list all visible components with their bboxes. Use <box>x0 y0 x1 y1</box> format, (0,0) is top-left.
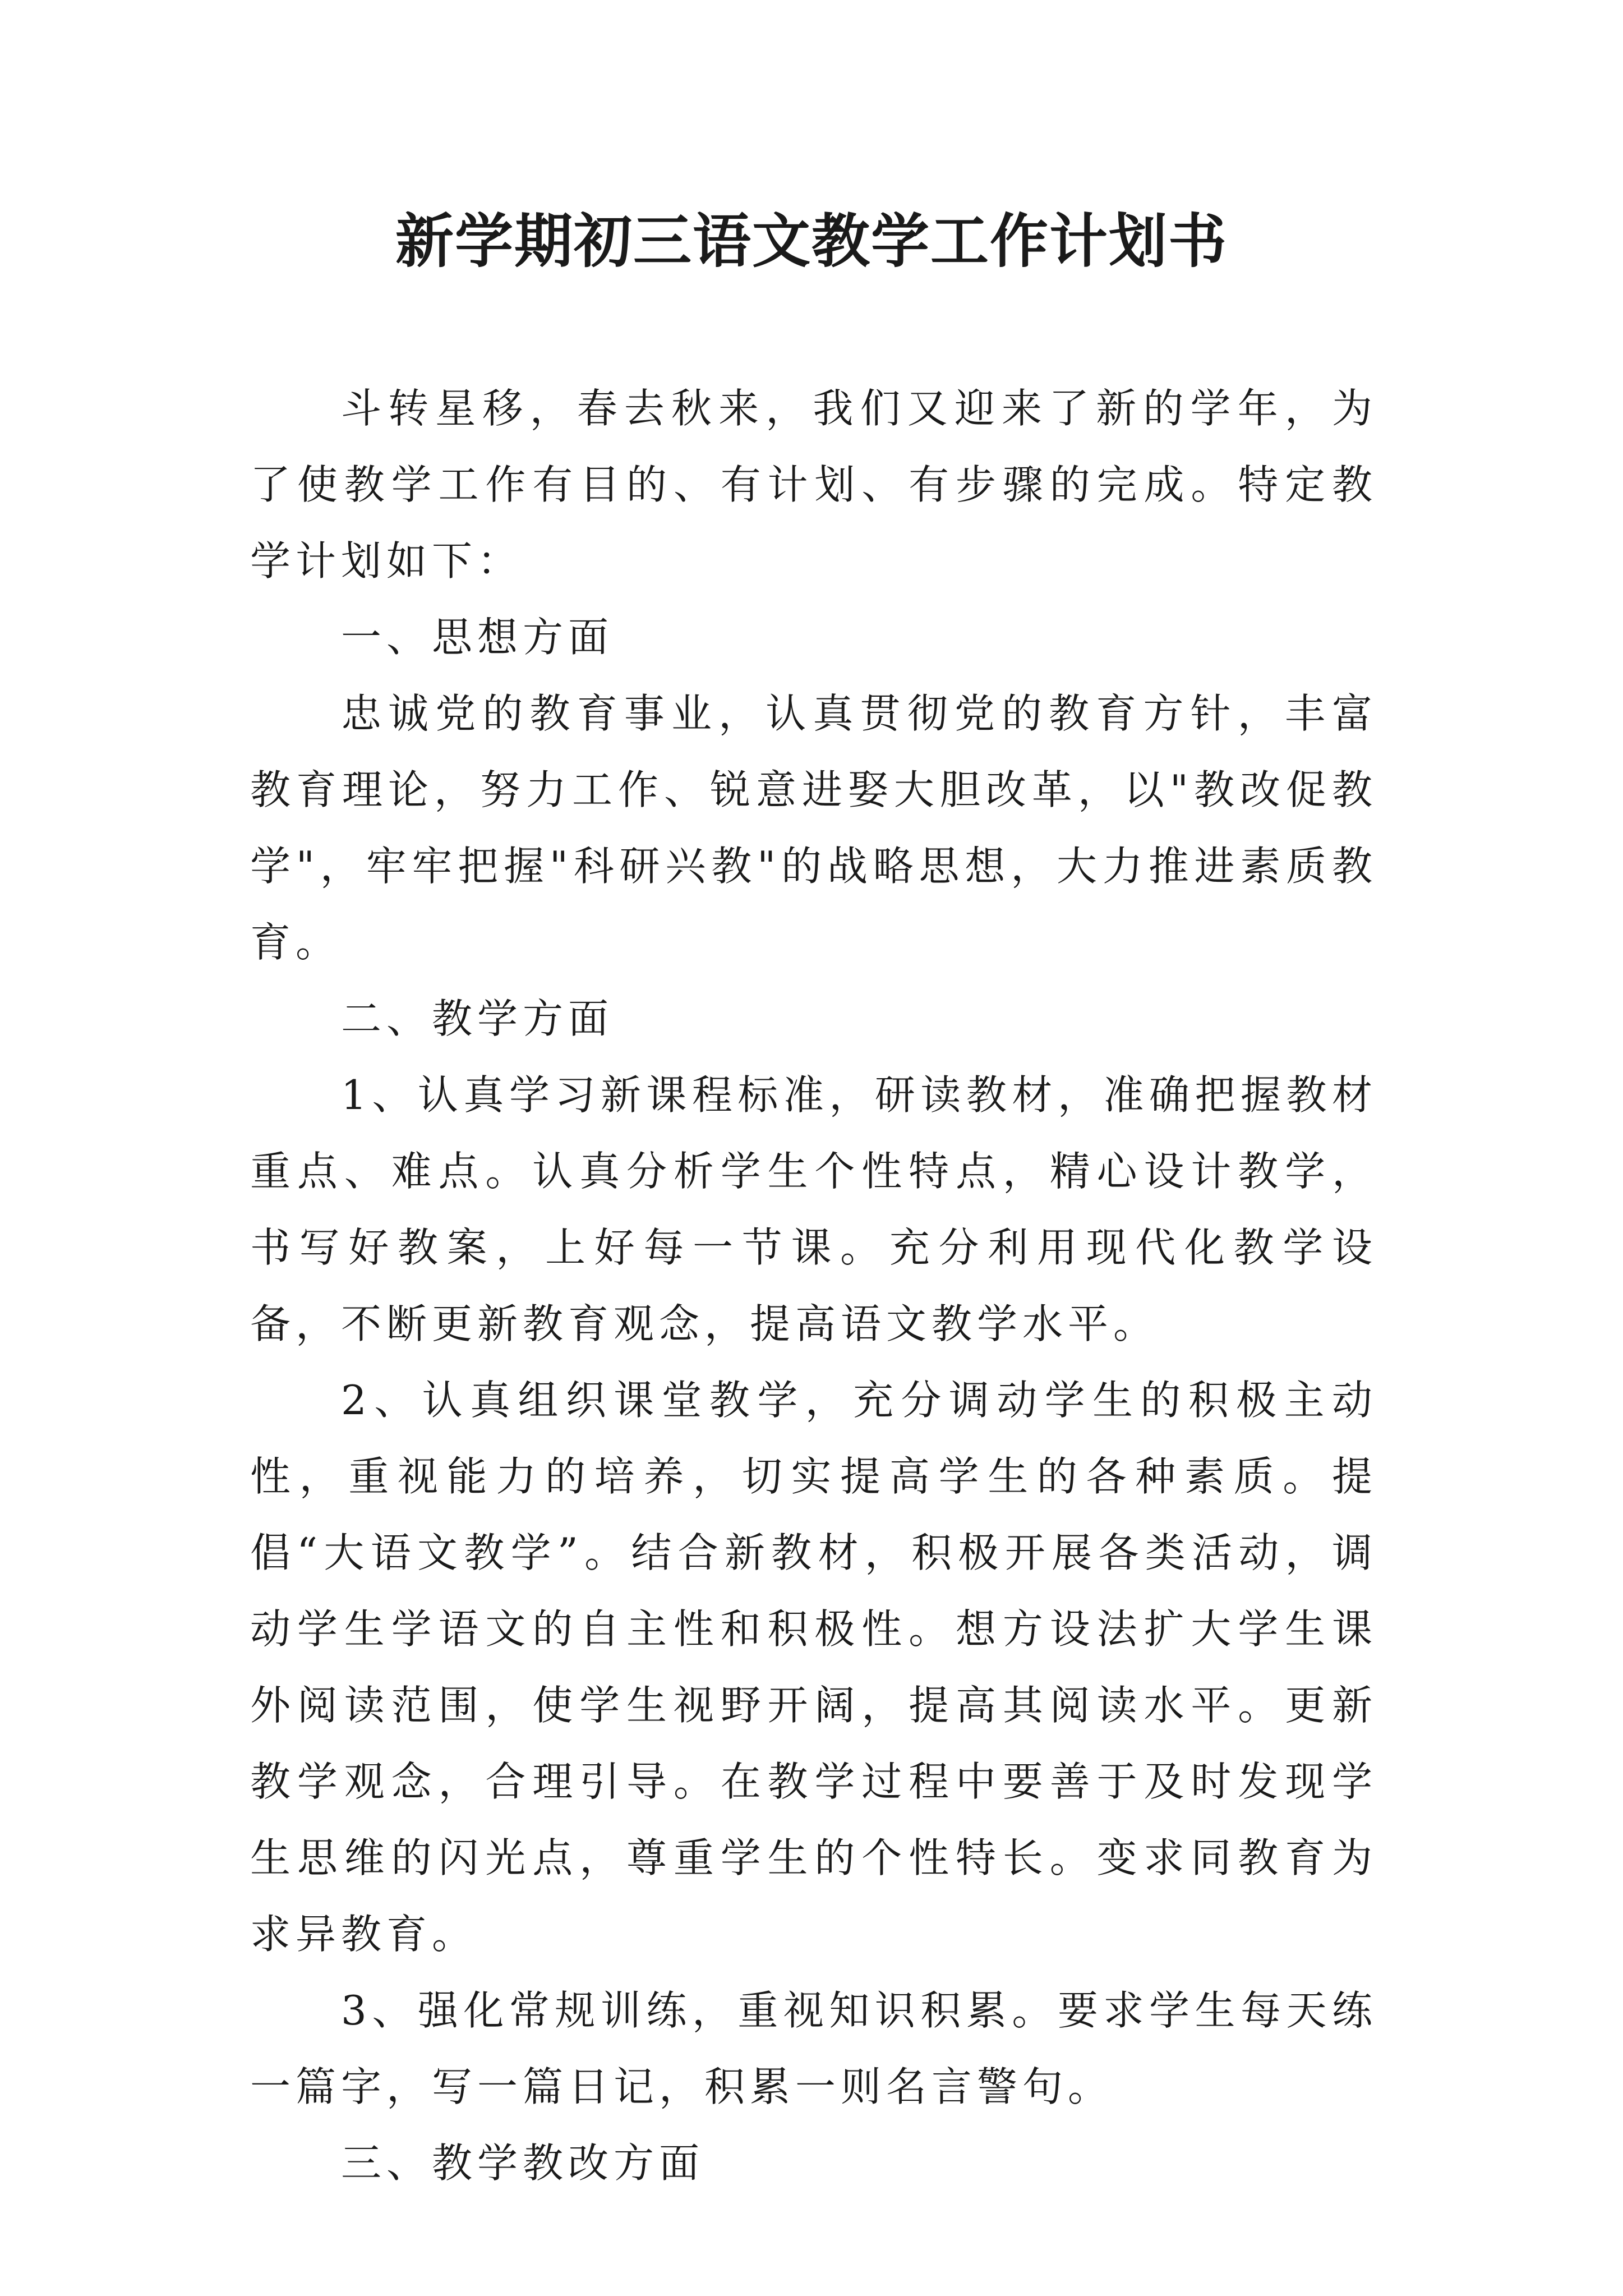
section-heading-reform: 三、教学教改方面 <box>341 2139 705 2187</box>
document-body <box>250 370 1377 2201</box>
intro-paragraph: 斗转星移，春去秋来，我们又迎来了新的学年，为了使教学工作有目的、有计划、有步骤的完成。特定教学计划如下： <box>250 385 1377 585</box>
section-heading-teaching: 二、教学方面 <box>341 995 614 1042</box>
ideology-paragraph: 忠诚党的教育事业，认真贯彻党的教育方针，丰富教育理论，努力工作、锐意进娶大胆改革，以"教改促教学"，牢牢把握"科研兴教"的战略思想，大力推进素质教育。 <box>250 690 1377 966</box>
document-title: 新学期初三语文教学工作计划书 <box>395 206 1228 275</box>
section-heading-ideology: 一、思想方面 <box>341 614 614 661</box>
teaching-item-3: 3、强化常规训练，重视知识积累。要求学生每天练一篇字，写一篇日记，积累一则名言警句。 <box>250 1987 1377 2110</box>
teaching-item-2: 2、认真组织课堂教学，充分调动学生的积极主动性，重视能力的培养，切实提高学生的各种素质。提倡“大语文教学”。结合新教材，积极开展各类活动，调动学生学语文的自主性和积极性。想方设法扩大学生课外阅读范围，使学生视野开阔，提高其阅读水平。更新教学观念，合理引导。在教学过程中要善于及时发现学生思维的闪光点，尊重学生的个性特长。变求同教育为求异教育。 <box>250 1377 1377 1958</box>
teaching-item-1: 1、认真学习新课程标准，研读教材，准确把握教材重点、难点。认真分析学生个性特点，精心设计教学，书写好教案，上好每一节课。充分利用现代化教学设备，不断更新教育观念，提高语文教学水平。 <box>250 1071 1377 1347</box>
